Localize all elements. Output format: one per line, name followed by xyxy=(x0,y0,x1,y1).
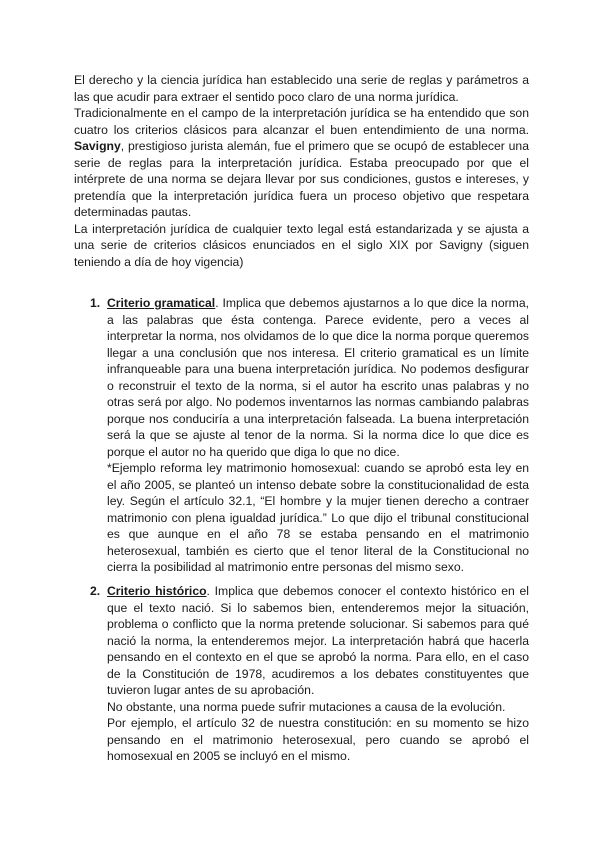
list-item xyxy=(90,583,529,765)
criterion-note: No obstante, una norma puede sufrir mutaciones a causa de la evolución. xyxy=(107,699,506,714)
criterion-paragraph xyxy=(107,295,529,460)
criterion-paragraph xyxy=(107,583,529,699)
criteria-list-item-2 xyxy=(90,583,529,765)
list-number: 1. xyxy=(90,296,101,310)
criterion-example: *Ejemplo reforma ley matrimonio homosexual: cuando se aprobó esta ley en el año 2005, se planteó un intenso debate sobre la constitucionalidad de esta ley. Según el artículo 32.1, “El hombre y la mujer tienen derecho a contraer matrimonio con plena igualdad jurídica.” Lo que dijo el tribunal constitucional es que aunque en el año 78 se estaba pensando en el matrimonio heterosexual, también es cierto que el tenor literal de la Constitucional no cierra la posibilidad al matrimonio entre personas del mismo sexo. xyxy=(107,461,529,574)
intro-section xyxy=(74,72,529,270)
criterion-title: Criterio histórico xyxy=(107,584,207,598)
criterion-text: . Implica que debemos ajustarnos a lo que dice la norma, a las palabras que ésta contenga. Parece evidente, pero a veces al interpretar la norma, nos olvidamos de lo que dice la norma porque queremos llegar a una conclusión que nos interesa. El criterio gramatical es un límite infranqueable para una buena interpretación jurídica. No podemos desfigurar o reconstruir el texto de la norma, si el autor ha escrito unas palabras y no otras será por algo. No podemos inventarnos las normas cambiando palabras porque nos conduciría a una interpretación falseada. La buena interpretación será la que se ajuste al tenor de la norma. Si la norma dice lo que dice es porque el autor no ha querido que diga lo que no dice. xyxy=(107,296,529,459)
intro-text: , prestigioso jurista alemán, fue el primero que se ocupó de establecer una serie de reglas para la interpretación jurídica. Estaba preocupado por que el intérprete de una norma se dejara llevar por sus condiciones, gustos e intereses, y pretendía que la interpretación jurídica fuera un proceso objetivo que respetara determinadas pautas. xyxy=(74,139,529,219)
criterion-example: Por ejemplo, el artículo 32 de nuestra constitución: en su momento se hizo pensando en el matrimonio heterosexual, pero cuando se aprobó el homosexual en 2005 se incluyó en el mismo. xyxy=(107,716,529,763)
intro-paragraph: La interpretación jurídica de cualquier texto legal está estandarizada y se ajusta a una serie de criterios clásicos enunciados en el siglo XIX por Savigny (siguen teniendo a día de hoy vigencia) xyxy=(74,221,529,269)
criteria-list-item-1 xyxy=(90,295,529,576)
intro-text: Tradicionalmente en el campo de la interpretación jurídica se ha entendido que son cuatro los criterios clásicos para alcanzar el buen entendimiento de una norma. xyxy=(74,106,529,137)
criterion-text: . Implica que debemos conocer el contexto histórico en el que el texto nació. Si lo sabemos bien, entenderemos mejor la situación, problema o conflicto que la norma pretende solucionar. Si sabemos para qué nació la norma, la entenderemos mejor. La interpretación habrá que hacerla pensando en el contexto en el que se aprobó la norma. Para ello, en el caso de la Constitución de 1978, acudiremos a los debates constituyentes que tuvieron lugar antes de su aprobación. xyxy=(107,584,529,697)
savigny-name: Savigny xyxy=(74,139,121,153)
list-number: 2. xyxy=(90,584,101,598)
list-item xyxy=(90,295,529,576)
criterion-title: Criterio gramatical xyxy=(107,296,216,310)
intro-paragraph: El derecho y la ciencia jurídica han establecido una serie de reglas y parámetros a las que acudir para extraer el sentido poco claro de una norma jurídica. xyxy=(74,73,529,104)
intro-paragraph xyxy=(74,105,529,221)
